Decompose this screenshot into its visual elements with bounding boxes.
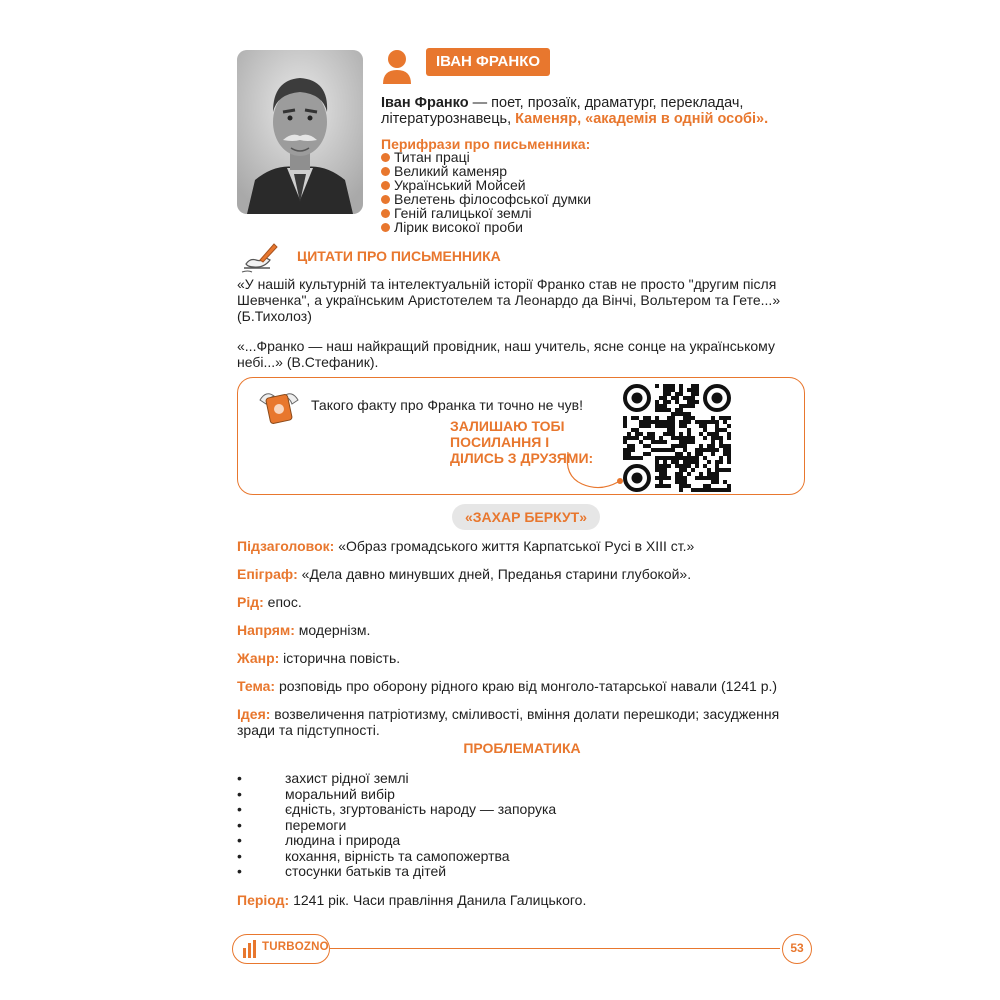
field-value: «Образ громадського життя Карпатської Русі в XIII ст.»: [334, 538, 695, 554]
list-item: • моральний вибір: [237, 787, 556, 803]
flying-money-icon: [258, 386, 300, 424]
list-item: Лірик високої проби: [381, 220, 591, 234]
field-epigraph: [237, 566, 812, 582]
qr-code[interactable]: [623, 384, 731, 492]
field-label: Епіграф:: [237, 566, 298, 582]
field-label: Жанр:: [237, 650, 280, 666]
work-title: «ЗАХАР БЕРКУТ»: [452, 504, 600, 530]
list-item: • стосунки батьків та дітей: [237, 864, 556, 880]
field-genus: [237, 594, 812, 610]
field-genre: [237, 650, 812, 666]
field-label: Ідея:: [237, 706, 271, 722]
intro-name: Іван Франко: [381, 95, 469, 111]
list-item: Великий каменяр: [381, 164, 591, 178]
problems-list: [237, 771, 556, 880]
periphrases-list: [381, 150, 591, 234]
periphrases-title: Перифрази про письменника:: [381, 136, 591, 152]
list-item: • єдність, згуртованість народу — запорука: [237, 802, 556, 818]
field-value: 1241 рік. Часи правління Данила Галицького.: [289, 892, 587, 908]
field-theme: [237, 678, 812, 694]
list-item: • людина і природа: [237, 833, 556, 849]
quote-1: «У нашій культурній та інтелектуальній історії Франко став не просто "другим після Шевченка", а українським Аристотелем та Леонардо да Вінчі, Вольтером та Гете...» (Б.Тихолоз): [237, 276, 781, 324]
list-item: • кохання, вірність та самопожертва: [237, 849, 556, 865]
field-value: історична повість.: [279, 650, 401, 666]
author-portrait: [237, 50, 363, 214]
field-label: Період:: [237, 892, 290, 908]
intro-highlight: Каменяр, «академія в одній особі».: [515, 111, 769, 127]
list-item: Титан праці: [381, 150, 591, 164]
quote-2: «...Франко — наш найкращий провідник, наш учитель, ясне сонце на українському небі...» (В.Стефаник).: [237, 338, 775, 370]
writing-hand-icon: [240, 240, 278, 274]
page-number: 53: [782, 934, 812, 964]
field-value: «Дела давно минувших дней, Преданья старини глубокой».: [297, 566, 692, 582]
list-item: • захист рідної землі: [237, 771, 556, 787]
field-direction: [237, 622, 812, 638]
fact-text: Такого факту про Франка ти точно не чув!: [311, 397, 583, 413]
field-value: возвеличення патріотизму, сміливості, вміння долати перешкоди; засудження зради та підступності.: [237, 706, 780, 738]
field-label: Тема:: [237, 678, 276, 694]
quotes-title: ЦИТАТИ ПРО ПИСЬМЕННИКА: [297, 248, 501, 264]
field-idea: [237, 706, 812, 738]
field-period: [237, 892, 812, 908]
share-cta: ЗАЛИШАЮ ТОБІ ПОСИЛАННЯ І ДІЛИСЬ З ДРУЗЯМИ:: [450, 418, 594, 466]
field-label: Напрям:: [237, 622, 295, 638]
building-icon: [242, 940, 258, 958]
field-value: епос.: [263, 594, 302, 610]
field-subtitle: [237, 538, 812, 554]
field-label: Рід:: [237, 594, 264, 610]
list-item: Геній галицької землі: [381, 206, 591, 220]
problems-title: ПРОБЛЕМАТИКА: [463, 740, 581, 756]
list-item: Велетень філософської думки: [381, 192, 591, 206]
author-name-badge: ІВАН ФРАНКО: [426, 48, 550, 76]
author-intro: [381, 95, 781, 127]
field-label: Підзаголовок:: [237, 538, 335, 554]
list-item: Український Мойсей: [381, 178, 591, 192]
field-value: модернізм.: [294, 622, 371, 638]
person-icon: [381, 48, 413, 84]
intro-text: — поет, прозаїк, драматург, перекладач, літературознавець,: [381, 95, 744, 127]
footer-divider: [330, 948, 780, 949]
list-item: • перемоги: [237, 818, 556, 834]
brand-name: TURBOZNO: [262, 941, 329, 953]
field-value: розповідь про оборону рідного краю від монголо-татарської навали (1241 р.): [275, 678, 778, 694]
